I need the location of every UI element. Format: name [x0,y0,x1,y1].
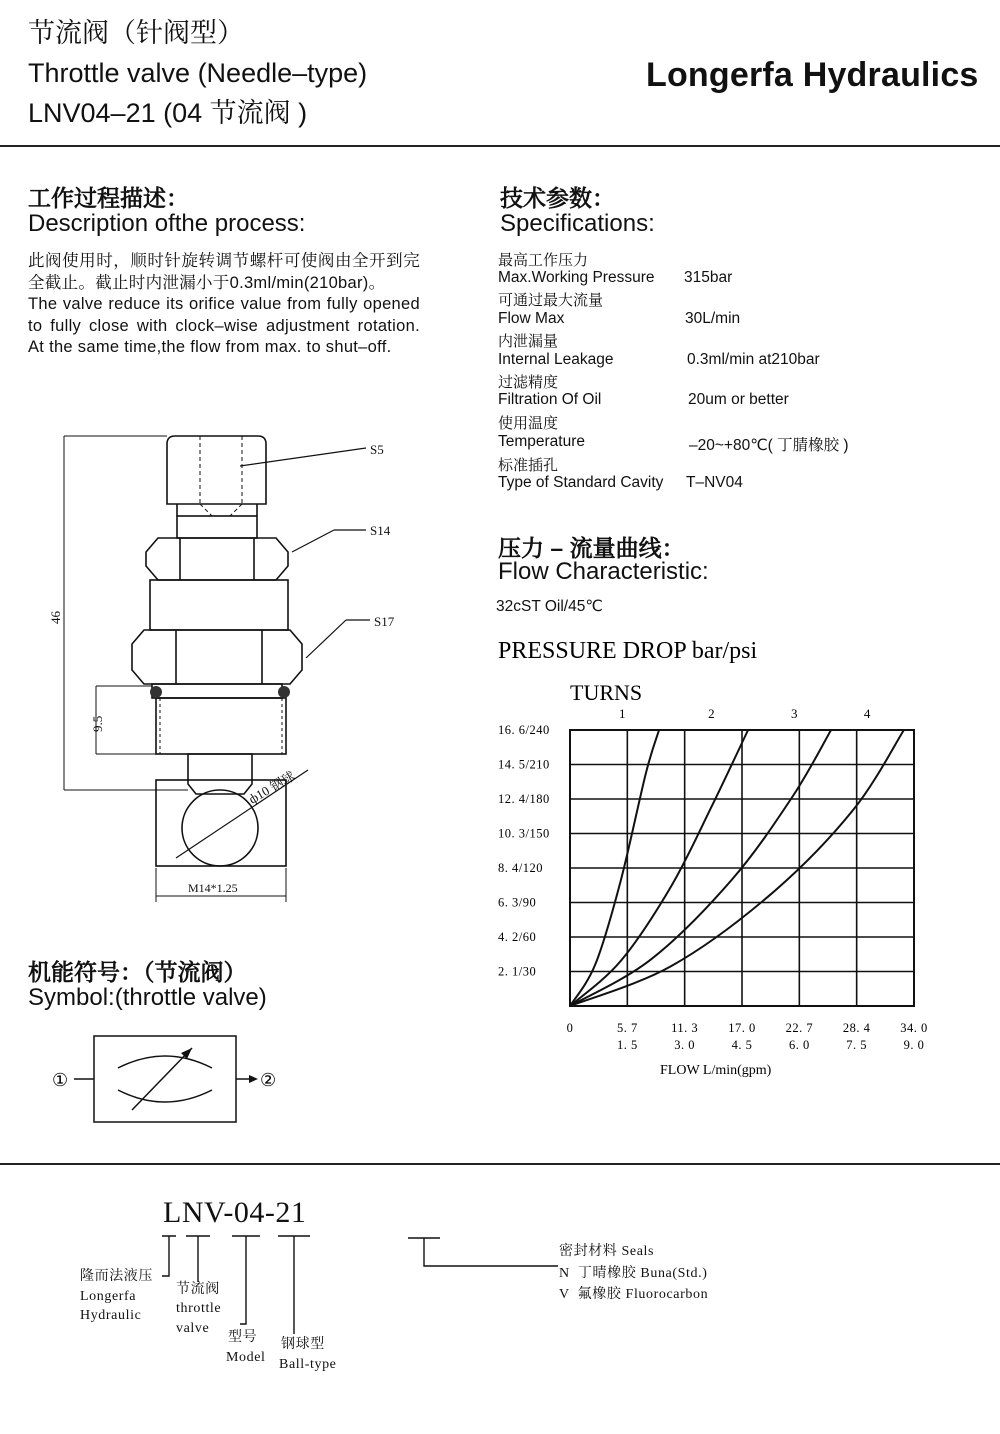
series-label-turn-2: 2 [708,706,715,721]
valve-drawing [40,430,460,910]
series-label-turn-3: 3 [791,706,798,721]
ordering-type-cn: 节流阀 [176,1282,220,1297]
spec-value-filtration: 20um or better [688,391,789,408]
description-body [28,251,420,359]
spec-en-cavity: Type of Standard Cavity [498,474,664,491]
spec-cn-flow-max: 可通过最大流量 [498,292,604,309]
x-tick-label-gpm: 3. 0 [674,1038,696,1052]
label-s5: S5 [370,442,384,457]
flow-heading-en: Flow Characteristic: [498,558,709,585]
series-label-turn-1: 1 [619,706,626,721]
chart-y-tick-labels [498,723,550,979]
description-heading-cn: 工作过程描述： [28,185,189,211]
valve-outline [132,436,302,866]
oring-right [278,686,290,698]
spec-en-max-pressure: Max.Working Pressure [498,269,655,286]
ordering-model-en: Model [226,1350,266,1365]
y-tick-label: 12. 4/180 [498,792,550,806]
title-en: Throttle valve (Needle–type) [28,58,368,88]
flow-chart [490,628,960,1088]
chart-x-axis-label: FLOW L/min(gpm) [660,1063,772,1078]
x-tick-label-gpm: 1. 5 [616,1038,638,1052]
x-tick-label-lpm: 28. 4 [842,1021,871,1035]
y-tick-label: 4. 2/60 [498,930,537,944]
flow-heading-cn: 压力 – 流量曲线： [498,535,685,561]
x-tick-label-lpm: 11. 3 [671,1021,699,1035]
ordering-type-en-2: valve [176,1321,210,1336]
spec-cn-leakage: 内泄漏量 [498,333,559,350]
spec-en-temperature: Temperature [498,433,586,450]
x-tick-label-lpm: 22. 7 [785,1021,814,1035]
oil-condition: 32cST Oil/45℃ [496,598,603,615]
ordering-code: LNV-04-21 [163,1196,307,1229]
description-text-en: The valve reduce its orifice value from fully opened to fully close with clock–wise adjustment rotation. At the same time,the flow from max. to shut–off. [28,295,420,357]
spec-heading-en: Specifications: [500,210,655,237]
spec-heading-cn: 技术参数： [500,185,615,211]
chart-x-tick-labels [567,1021,928,1052]
header-divider [0,145,1000,147]
x-tick-label-lpm: 34. 0 [900,1021,928,1035]
ordering-ball-en: Ball-type [279,1357,337,1372]
ordering-type-en-1: throttle [176,1301,222,1316]
x-tick-label-gpm: 9. 0 [903,1038,925,1052]
x-tick-label-gpm: 6. 0 [788,1038,810,1052]
y-tick-label: 14. 5/210 [498,757,550,772]
seal-leader [450,1262,560,1272]
ordering-ball-cn: 钢球型 [281,1337,325,1352]
throttle-valve-symbol [48,1034,288,1126]
x-tick-label-gpm: 7. 5 [846,1038,868,1052]
y-tick-label: 10. 3/150 [498,826,550,841]
dim-height: 46 [48,611,63,624]
spec-en-flow-max: Flow Max [498,310,565,327]
dimension-lines [64,436,286,902]
x-tick-label-gpm: 4. 5 [731,1038,753,1052]
ordering-divider [0,1163,1000,1165]
oring-left [150,686,162,698]
chart-series-labels [619,706,871,721]
dim-thread: M14*1.25 [188,881,238,895]
y-tick-label: 6. 3/90 [498,895,537,910]
spec-value-temperature: –20~+80℃( 丁腈橡胶 ) [689,437,849,454]
symbol-heading-en: Symbol:(throttle valve) [28,984,267,1011]
spec-value-cavity: T–NV04 [686,474,743,491]
series-label-turn-4: 4 [863,706,871,721]
label-s14: S14 [370,523,391,538]
label-ball: ф10 钢球 [246,768,298,807]
spec-value-max-pressure: 315bar [684,269,733,286]
spec-value-flow-max: 30L/min [685,310,741,327]
ordering-model-cn: 型号 [228,1330,258,1345]
port-2: ② [260,1070,277,1090]
chart-turns-title: TURNS [570,680,643,705]
spec-en-leakage: Internal Leakage [498,351,614,368]
description-heading-en: Description ofthe process: [28,210,306,237]
description-text-cn: 此阀使用时，顺时针旋转调节螺杆可使阀由全开到完全截止。截止时内泄漏小于0.3ml/min(210bar)。 [28,252,420,292]
y-tick-label: 2. 1/30 [498,964,537,979]
spec-cn-cavity: 标准插孔 [498,457,559,474]
seals-title: 密封材料 Seals [559,1244,655,1259]
seal-option-n: N 丁晴橡胶 Buna(Std.) [559,1266,708,1281]
spec-cn-filtration: 过滤精度 [498,374,559,391]
x-tick-label-lpm: 0 [566,1021,574,1035]
label-s17: S17 [374,614,395,629]
x-tick-label-lpm: 5. 7 [616,1021,638,1035]
seal-option-v: V 氟橡胶 Fluorocarbon [559,1287,709,1302]
spec-cn-temperature: 使用温度 [498,415,559,432]
model-line: LNV04–21 (04 节流阀 ) [28,98,308,128]
symbol-heading-cn: 机能符号：（节流阀） [28,959,247,985]
ordering-brand-en-1: Longerfa [80,1289,137,1304]
dim-thread-length: 9.5 [90,715,105,732]
spec-en-filtration: Filtration Of Oil [498,391,602,408]
spec-value-leakage: 0.3ml/min at210bar [687,351,820,368]
title-cn: 节流阀（针阀型） [28,18,244,48]
x-tick-label-lpm: 17. 0 [728,1021,756,1035]
port-1: ① [52,1070,69,1090]
brand-name: Longerfa Hydraulics [646,56,979,94]
y-tick-label: 8. 4/120 [498,861,543,875]
ordering-brand-cn: 隆而法液压 [80,1269,153,1284]
ordering-brand-en-2: Hydraulic [80,1308,142,1323]
y-tick-label: 16. 6/240 [498,723,550,737]
spec-cn-max-pressure: 最高工作压力 [498,252,589,269]
chart-title: PRESSURE DROP bar/psi [498,638,758,664]
